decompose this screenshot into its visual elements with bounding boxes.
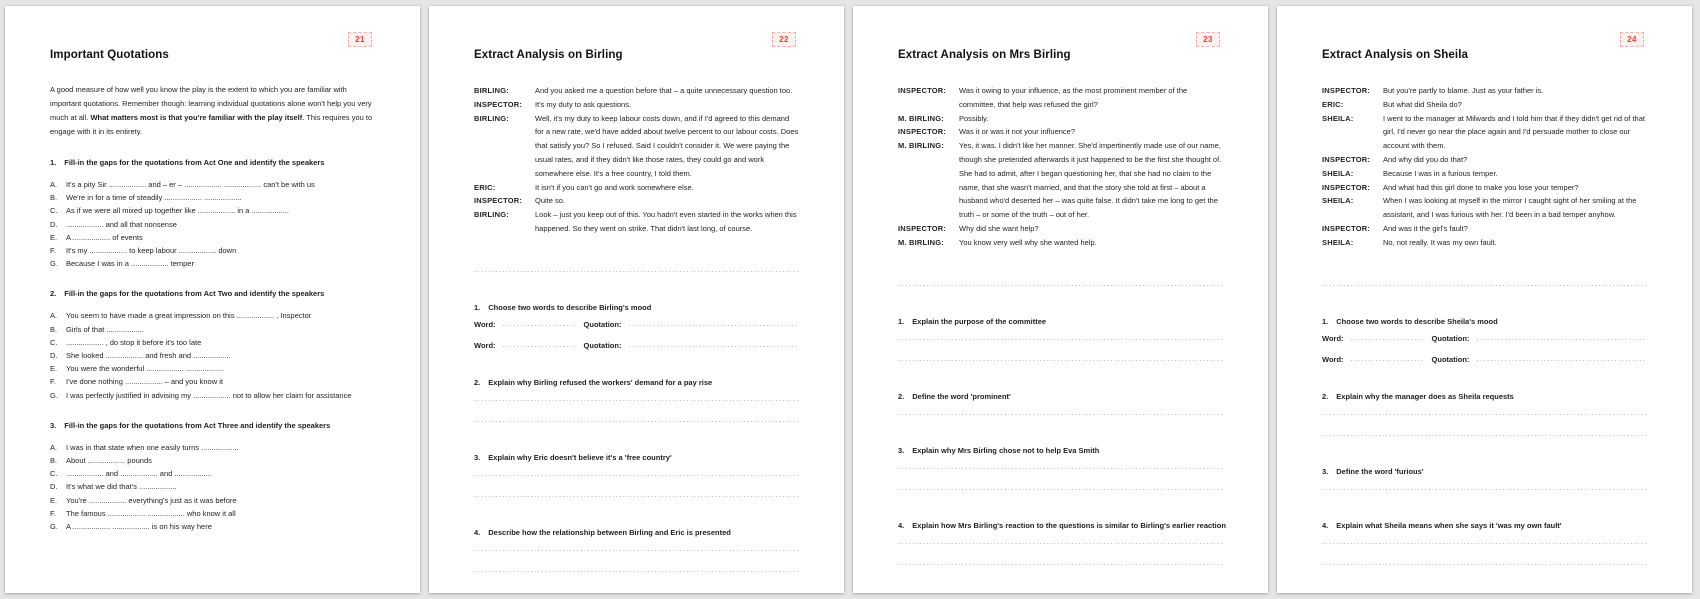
question-number: 4. bbox=[474, 527, 481, 537]
speech-text: But what did Sheila do? bbox=[1383, 99, 1462, 109]
quotation-label: Quotation: bbox=[583, 340, 622, 350]
dialogue-line bbox=[474, 208, 799, 236]
question-heading bbox=[474, 528, 799, 537]
quotation-item bbox=[50, 349, 375, 362]
quotation-text: The famous .................. .................. who know it all bbox=[66, 508, 236, 518]
answer-line bbox=[474, 464, 799, 485]
quotation-text: It's what we did that's .................. bbox=[66, 482, 177, 492]
question-text: Explain how Mrs Birling's reaction to the questions is similar to Birling's earlier reaction bbox=[912, 520, 1226, 530]
quotation-text: I was in that state when one easily turns .................. bbox=[66, 442, 239, 452]
quotation-text: About .................. pounds bbox=[66, 456, 152, 466]
quotation-item bbox=[50, 494, 375, 507]
speaker-label: BIRLING: bbox=[474, 113, 509, 123]
speaker-label: INSPECTOR: bbox=[474, 99, 523, 109]
quotation-text: It's a pity Sir .................. and – er – .................. .................. can't be with us bbox=[66, 180, 315, 189]
word-label: Word: bbox=[1322, 333, 1344, 343]
item-letter: B. bbox=[50, 324, 58, 334]
dialogue-line bbox=[1322, 194, 1647, 222]
page-number-badge: 24 bbox=[1620, 32, 1644, 47]
question-number: 1. bbox=[1322, 316, 1329, 326]
answer-line bbox=[1322, 532, 1647, 553]
speech-text: Well, it's my duty to keep labour costs down, and if I'd agreed to this demand for a new rate, we'd have added about twelve percent to our labour costs. Does that satisfy you? So I refused. Said I couldn't consider it. We were paying the usual rates, and if they didn't like those rates, they could go and work somewhere else. It's a free country, I told them. bbox=[535, 113, 799, 178]
dialogue-divider bbox=[474, 260, 799, 281]
page-number-badge: 22 bbox=[772, 32, 796, 47]
word-answer-blank bbox=[503, 319, 577, 329]
question-heading bbox=[474, 303, 799, 312]
quotation-label: Quotation: bbox=[1431, 354, 1470, 364]
quotation-item bbox=[50, 178, 375, 191]
speech-text: Possibly. bbox=[959, 113, 989, 123]
speaker-label: ERIC: bbox=[474, 182, 496, 192]
quotation-text: .................. and .................. and .................. bbox=[66, 469, 212, 479]
intro-paragraph bbox=[50, 83, 375, 139]
quotation-text: You seem to have made a great impression on this .................. , Inspector bbox=[66, 311, 312, 321]
quotation-item bbox=[50, 204, 375, 217]
quotation-item bbox=[50, 323, 375, 336]
answer-line bbox=[1322, 553, 1647, 574]
intro-text: A good measure of how well you know the play is the extent to which you are familiar with important quotations. Remember though: learning individual quotations alone won't help you very much at all. bbox=[50, 85, 372, 122]
question-text: Explain the purpose of the committee bbox=[912, 316, 1047, 326]
item-letter: D. bbox=[50, 219, 58, 229]
word-quotation-row bbox=[474, 314, 799, 335]
quotation-list bbox=[50, 309, 375, 401]
dialogue-line bbox=[898, 236, 1223, 250]
quotation-text: A .................. of events bbox=[66, 232, 143, 242]
dialogue-divider bbox=[898, 274, 1223, 295]
page-title: Extract Analysis on Sheila bbox=[1322, 49, 1468, 61]
dialogue-line bbox=[898, 112, 1223, 126]
quotation-item bbox=[50, 467, 375, 480]
dialogue-line bbox=[1322, 222, 1647, 236]
quotation-label: Quotation: bbox=[1431, 333, 1470, 343]
quotation-item bbox=[50, 257, 375, 270]
speaker-label: M. BIRLING: bbox=[898, 141, 944, 151]
page-title: Important Quotations bbox=[50, 49, 169, 61]
item-letter: G. bbox=[50, 390, 58, 400]
speaker-label: INSPECTOR: bbox=[1322, 182, 1371, 192]
word-answer-blank bbox=[503, 340, 577, 350]
answer-line bbox=[898, 478, 1223, 499]
item-letter: E. bbox=[50, 495, 58, 505]
quotation-text: I've done nothing .................. – and you know it bbox=[66, 377, 223, 387]
question-heading bbox=[1322, 467, 1647, 476]
question-text: Explain why Birling refused the workers' demand for a pay rise bbox=[488, 377, 713, 387]
dialogue-line bbox=[898, 84, 1223, 112]
quotation-text: We're in for a time of steadily .................. .................. bbox=[66, 193, 242, 203]
quotation-text: It's my .................. to keep labour .................. down bbox=[66, 246, 237, 256]
word-answer-blank bbox=[1351, 333, 1425, 343]
worksheet-page[interactable] bbox=[429, 6, 844, 593]
dialogue-line bbox=[898, 139, 1223, 222]
quotation-answer-blank bbox=[628, 319, 799, 329]
speaker-label: M. BIRLING: bbox=[898, 113, 944, 123]
word-quotation-row bbox=[474, 335, 799, 356]
answer-line bbox=[474, 485, 799, 506]
speaker-label: INSPECTOR: bbox=[1322, 86, 1371, 95]
word-quotation-row bbox=[1322, 328, 1647, 349]
page-number-badge: 23 bbox=[1196, 32, 1220, 47]
answer-line bbox=[898, 403, 1223, 424]
dialogue-line bbox=[1322, 167, 1647, 181]
quotation-item bbox=[50, 309, 375, 322]
extract-dialogue bbox=[1322, 84, 1647, 250]
question-heading bbox=[1322, 317, 1647, 326]
quotation-answer-blank bbox=[1476, 333, 1647, 343]
quotation-text: .................. and all that nonsense bbox=[66, 219, 177, 229]
question-text: Choose two words to describe Sheila's mood bbox=[1336, 316, 1498, 326]
speaker-label: INSPECTOR: bbox=[1322, 154, 1371, 164]
dialogue-line bbox=[1322, 153, 1647, 167]
dialogue-divider bbox=[1322, 274, 1647, 295]
answer-line bbox=[474, 539, 799, 560]
quotation-text: She looked .................. and fresh and .................. bbox=[66, 351, 231, 361]
item-letter: D. bbox=[50, 482, 58, 492]
question-number: 2. bbox=[1322, 391, 1329, 401]
question-number: 3. bbox=[1322, 466, 1329, 476]
quotation-list bbox=[50, 441, 375, 533]
question-heading bbox=[1322, 521, 1647, 530]
quotation-item bbox=[50, 441, 375, 454]
word-quotation-row bbox=[1322, 349, 1647, 370]
item-letter: F. bbox=[50, 246, 56, 256]
section-heading bbox=[50, 289, 375, 298]
speech-text: No, not really. It was my own fault. bbox=[1383, 237, 1497, 247]
quotation-item bbox=[50, 336, 375, 349]
speaker-label: INSPECTOR: bbox=[898, 86, 947, 95]
quotation-item bbox=[50, 507, 375, 520]
speech-text: It isn't if you can't go and work somewhere else. bbox=[535, 182, 694, 192]
speech-text: But you're partly to blame. Just as your father is. bbox=[1383, 86, 1544, 95]
quotation-item bbox=[50, 231, 375, 244]
quotation-item bbox=[50, 389, 375, 402]
item-letter: B. bbox=[50, 193, 58, 203]
answer-line bbox=[1322, 403, 1647, 424]
speech-text: Why did she want help? bbox=[959, 223, 1039, 233]
dialogue-line bbox=[1322, 84, 1647, 98]
worksheet-page[interactable] bbox=[853, 6, 1268, 593]
answer-line bbox=[474, 560, 799, 581]
item-letter: C. bbox=[50, 206, 58, 216]
section-heading-text: Fill-in the gaps for the quotations from Act Two and identify the speakers bbox=[64, 289, 325, 299]
dialogue-line bbox=[474, 112, 799, 181]
question-text: Explain why the manager does as Sheila requests bbox=[1336, 391, 1514, 401]
speech-text: Quite so. bbox=[535, 196, 566, 206]
quotation-text: You were the wonderful .................. .................. bbox=[66, 364, 224, 374]
quotation-text: I was perfectly justified in advising my .................. not to allow her claim for assistance bbox=[66, 390, 352, 400]
answer-line bbox=[898, 553, 1223, 574]
intro-text: What matters most is that you're familiar with the play itself bbox=[90, 113, 303, 122]
question-text: Define the word 'prominent' bbox=[912, 391, 1011, 401]
quotation-item bbox=[50, 375, 375, 388]
quotation-item bbox=[50, 480, 375, 493]
word-answer-blank bbox=[1351, 354, 1425, 364]
item-letter: G. bbox=[50, 522, 58, 532]
question-heading bbox=[898, 520, 1226, 530]
answer-line bbox=[1322, 424, 1647, 445]
item-letter: C. bbox=[50, 337, 58, 347]
speech-text: It's my duty to ask questions. bbox=[535, 99, 632, 109]
quotation-answer-blank bbox=[628, 340, 799, 350]
section-heading bbox=[50, 421, 375, 430]
item-letter: E. bbox=[50, 364, 58, 374]
speech-text: Was it or was it not your influence? bbox=[959, 127, 1076, 137]
speech-text: Was it owing to your influence, as the most prominent member of the committee, that help was refused the girl? bbox=[959, 86, 1188, 109]
dialogue-line bbox=[474, 98, 799, 112]
speaker-label: SHEILA: bbox=[1322, 196, 1354, 206]
speech-text: You know very well why she wanted help. bbox=[959, 237, 1097, 247]
speech-text: And why did you do that? bbox=[1383, 154, 1468, 164]
question-text: Describe how the relationship between Birling and Eric is presented bbox=[488, 527, 731, 537]
dialogue-line bbox=[1322, 181, 1647, 195]
question-number: 2. bbox=[474, 377, 481, 387]
quotation-item bbox=[50, 244, 375, 257]
quotation-list bbox=[50, 178, 375, 270]
speech-text: And what had this girl done to make you lose your temper? bbox=[1383, 182, 1579, 192]
question-text: Explain why Mrs Birling chose not to help Eva Smith bbox=[912, 445, 1100, 455]
dialogue-line bbox=[1322, 112, 1647, 153]
answer-line bbox=[474, 410, 799, 431]
quotation-item bbox=[50, 520, 375, 533]
quotation-item bbox=[50, 191, 375, 204]
section-number: 1. bbox=[50, 158, 57, 167]
question-number: 3. bbox=[898, 445, 905, 455]
speaker-label: INSPECTOR: bbox=[474, 196, 523, 206]
question-number: 1. bbox=[474, 302, 481, 312]
question-text: Choose two words to describe Birling's mood bbox=[488, 302, 652, 312]
speaker-label: SHEILA: bbox=[1322, 237, 1354, 247]
question-heading bbox=[474, 378, 799, 387]
question-text: Explain what Sheila means when she says it 'was my own fault' bbox=[1336, 520, 1562, 530]
answer-line bbox=[474, 389, 799, 410]
speaker-label: INSPECTOR: bbox=[1322, 223, 1371, 233]
speech-text: When I was looking at myself in the mirror I caught sight of her smiling at the assistant, and I was furious with her. I'd been in a bad temper anyhow. bbox=[1383, 196, 1637, 220]
question-text: Define the word 'furious' bbox=[1336, 466, 1424, 476]
dialogue-line bbox=[474, 194, 799, 208]
speech-text: Look – just you keep out of this. You hadn't even started in the works when this happened. So they went on strike. That didn't last long, of course. bbox=[535, 210, 797, 233]
dialogue-line bbox=[898, 125, 1223, 139]
item-letter: G. bbox=[50, 259, 58, 269]
section-heading bbox=[50, 158, 375, 167]
quotation-text: As if we were all mixed up together like .................. in a .................. bbox=[66, 206, 290, 216]
page-title: Extract Analysis on Mrs Birling bbox=[898, 49, 1071, 61]
section-number: 2. bbox=[50, 289, 57, 299]
speaker-label: SHEILA: bbox=[1322, 168, 1354, 178]
speech-text: I went to the manager at Milwards and I told him that if they didn't get rid of that girl, I'd never go near the place again and I'd persuade mother to close our account with them. bbox=[1383, 113, 1645, 151]
quotation-label: Quotation: bbox=[583, 319, 622, 329]
page-number-badge: 21 bbox=[348, 32, 372, 47]
worksheet-page[interactable] bbox=[5, 6, 420, 593]
item-letter: B. bbox=[50, 456, 58, 466]
question-number: 4. bbox=[898, 520, 905, 530]
answer-line bbox=[1322, 478, 1647, 499]
answer-line bbox=[898, 349, 1223, 370]
question-number: 1. bbox=[898, 316, 905, 326]
speech-text: And you asked me a question before that – a quite unnecessary question too. bbox=[535, 86, 793, 95]
quotation-text: Girls of that .................. bbox=[66, 324, 144, 334]
speaker-label: SHEILA: bbox=[1322, 113, 1354, 123]
item-letter: A. bbox=[50, 180, 58, 189]
section-number: 3. bbox=[50, 420, 57, 430]
item-letter: C. bbox=[50, 469, 58, 479]
question-heading bbox=[474, 453, 799, 462]
intro-text: . This requires you to engage with it in its entirety. bbox=[50, 113, 373, 136]
speech-text: And was it the girl's fault? bbox=[1383, 223, 1468, 233]
dialogue-line bbox=[1322, 236, 1647, 250]
quotation-text: Because I was in a .................. temper bbox=[66, 259, 194, 269]
question-text: Explain why Eric doesn't believe it's a 'free country' bbox=[488, 452, 672, 462]
speaker-label: M. BIRLING: bbox=[898, 237, 944, 247]
item-letter: F. bbox=[50, 377, 56, 387]
word-label: Word: bbox=[474, 340, 496, 350]
item-letter: A. bbox=[50, 311, 58, 321]
worksheet-page[interactable] bbox=[1277, 6, 1692, 593]
dialogue-line bbox=[1322, 98, 1647, 112]
quotation-text: A .................. .................. is on his way here bbox=[66, 522, 212, 532]
dialogue-line bbox=[474, 84, 799, 98]
word-label: Word: bbox=[1322, 354, 1344, 364]
question-heading bbox=[1322, 392, 1647, 401]
speaker-label: ERIC: bbox=[1322, 99, 1344, 109]
item-letter: E. bbox=[50, 232, 58, 242]
answer-line bbox=[898, 457, 1223, 478]
item-letter: A. bbox=[50, 442, 58, 452]
item-letter: D. bbox=[50, 351, 58, 361]
section-heading-text: Fill-in the gaps for the quotations from Act Three and identify the speakers bbox=[64, 420, 331, 430]
speech-text: Yes, it was. I didn't like her manner. She'd impertinently made use of our name, though she pretended afterwards it just happened to be the first she thought of. She had to admit, after I began questioning her, that she had no claim to the name, that she wasn't married, and that the story she told at first – about a husband who'd deserted her – was quite false. It didn't take me long to get the truth – or some of the truth – out of her. bbox=[959, 141, 1222, 220]
section-heading-text: Fill-in the gaps for the quotations from Act One and identify the speakers bbox=[64, 158, 325, 167]
dialogue-line bbox=[474, 181, 799, 195]
speaker-label: INSPECTOR: bbox=[898, 127, 947, 137]
question-number: 3. bbox=[474, 452, 481, 462]
question-number: 2. bbox=[898, 391, 905, 401]
quotation-answer-blank bbox=[1476, 354, 1647, 364]
word-label: Word: bbox=[474, 319, 496, 329]
extract-dialogue bbox=[474, 84, 799, 236]
quotation-text: .................. , do stop it before it's too late bbox=[66, 337, 202, 347]
quotation-item bbox=[50, 454, 375, 467]
item-letter: F. bbox=[50, 508, 56, 518]
extract-dialogue bbox=[898, 84, 1223, 250]
question-heading bbox=[898, 446, 1223, 455]
question-heading bbox=[898, 317, 1223, 326]
question-number: 4. bbox=[1322, 520, 1329, 530]
dialogue-line bbox=[898, 222, 1223, 236]
quotation-text: You're .................. everything's just as it was before bbox=[66, 495, 237, 505]
speaker-label: BIRLING: bbox=[474, 86, 509, 95]
question-heading bbox=[898, 392, 1223, 401]
speaker-label: INSPECTOR: bbox=[898, 223, 947, 233]
answer-line bbox=[898, 532, 1223, 553]
answer-line bbox=[898, 328, 1223, 349]
page-title: Extract Analysis on Birling bbox=[474, 49, 623, 61]
speaker-label: BIRLING: bbox=[474, 210, 509, 220]
quotation-item bbox=[50, 362, 375, 375]
quotation-item bbox=[50, 218, 375, 231]
speech-text: Because I was in a furious temper. bbox=[1383, 168, 1498, 178]
